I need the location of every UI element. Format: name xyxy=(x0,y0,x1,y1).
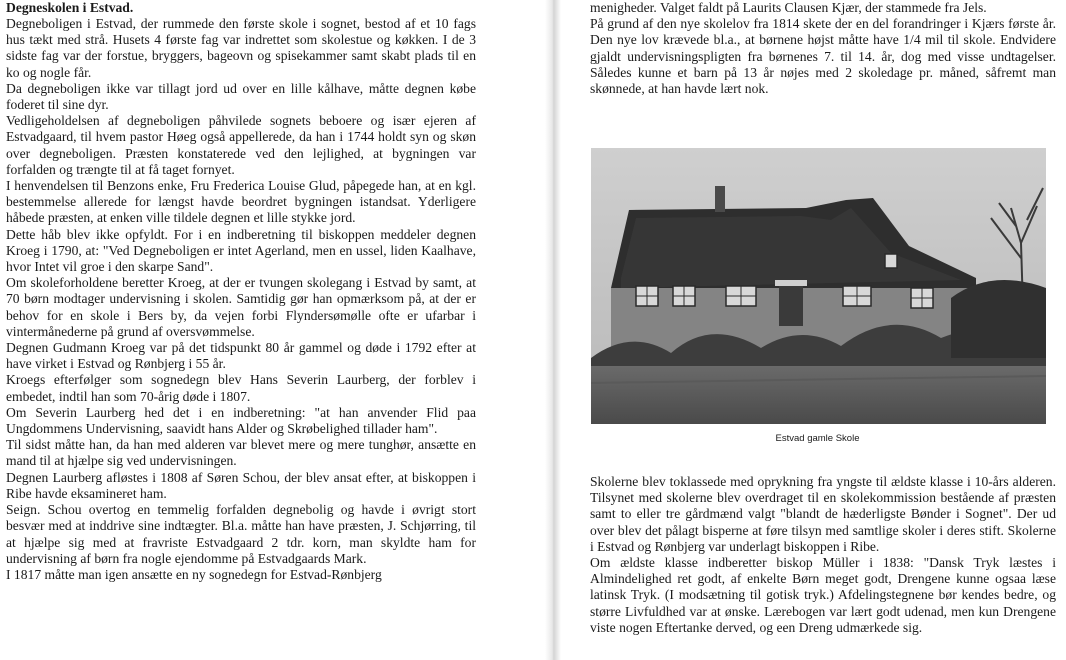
right-page-top-text xyxy=(590,0,1056,97)
paragraph: Degnen Gudmann Kroeg var på det tidspunkt 80 år gammel og døde i 1792 efter at have virket i Estvad og Rønbjerg i 55 år. xyxy=(6,340,476,372)
paragraph: Seign. Schou overtog en temmelig forfalden degnebolig og havde i øvrigt stort besvær med at inddrive sine indtægter. Bl.a. måtte han have præsten, J. Schjørring, til at hjælpe sig med at fravriste Estvadgaard 2 tdr. korn, man skyldte ham for undervisning af børn fra nogle ejendomme på Estvadgaards Mark. xyxy=(6,502,476,566)
paragraph: På grund af den nye skolelov fra 1814 skete der en del forandringer i Kjærs første år. Den nye lov krævede bl.a., at børnene højst måtte have 1/4 mil til skole. Endvidere gjaldt undervisningspligten fra børnenes 7. til 14. år, dog med visse undtagelser. Således kunne et barn på 13 år nøjes med 2 skoledage pr. måned, såfremt man skønnede, at han havde lært nok. xyxy=(590,16,1056,97)
paragraph: Om ældste klasse indberetter biskop Müller i 1838: "Dansk Tryk læstes i Almindelighed ret godt, af enkelte Børn meget godt, Drengene kunne ogsaa læse latinsk Tryk. (I modsætning til gotisk tryk.) Afdelingstegnene bør kendes bedre, og større Livfuldhed var at ønske. Lærebogen var lært godt udenad, men kun Drengene viste nogen Eftertanke derved, og een Dreng udmærkede sig. xyxy=(590,555,1056,635)
paragraph: Skolerne blev toklassede med oprykning fra yngste til ældste klasse i 10-års alderen. Tilsynet med skolerne blev overdraget til en skolekommission bestående af præsten samt to eller tre gårdmænd valgt "blandt de hæderligste Bønder i Sognet". Der ud over blev det pålagt bisperne at føre tilsyn med samtlige skoler i deres stift. Skolerne i Estvad og Rønbjerg var underlagt biskoppen i Ribe. xyxy=(590,474,1056,554)
paragraph: Om Severin Laurberg hed det i en indberetning: "at han anvender Flid paa Ungdommens Undervisning, saavidt hans Alder og Skrøbelighed tillader ham". xyxy=(6,404,476,437)
page-title: Degneskolen i Estvad. xyxy=(6,0,134,15)
left-page xyxy=(6,0,476,583)
paragraph: Kroegs efterfølger som sognedegn blev Hans Severin Laurberg, der forblev i embedet, indtil han som 70-årig døde i 1807. xyxy=(6,372,476,404)
book-gutter xyxy=(545,0,561,660)
school-photo-illustration xyxy=(591,148,1046,424)
paragraph: Degneboligen i Estvad, der rummede den første skole i sognet, bestod af et 10 fags hus tækt med strå. Husets 4 første fag var indrettet som skolestue og køkken. I de 3 sidste fag var der forstue, bryggers, bageovn og spisekammer samt skabt plads til en ko og nogle får. xyxy=(6,16,476,80)
school-photo xyxy=(591,148,1046,424)
paragraph: Om skoleforholdene beretter Kroeg, at der er tvungen skolegang i Estvad by samt, at 70 børn modtager undervisning i skolen. Samtidig gør han opmærksom på, at der er behov for en skole i Bers by, da vejen forbi Flyndersømølle ofte er ufarbar i vintermånederne på grund af oversvømmelse. xyxy=(6,275,476,339)
paragraph: I 1817 måtte man igen ansætte en ny sognedegn for Estvad-Rønbjerg xyxy=(6,566,382,582)
right-page-bottom-text xyxy=(590,474,1056,636)
paragraph: menigheder. Valget faldt på Laurits Clausen Kjær, der stammede fra Jels. xyxy=(590,0,987,15)
paragraph: Vedligeholdelsen af degneboligen påhvilede sognets beboere og især ejeren af Estvadgaard, til hvem pastor Høeg også appellerede, da han i 1744 holdt syn og skøn over degneboligen. Præsten konstaterede ved den lejlighed, at bygningen var forfalden og trængte til at få taget fornyet. xyxy=(6,113,476,177)
paragraph: Dette håb blev ikke opfyldt. For i en indberetning til biskoppen meddeler degnen Kroeg i 1790, at: "Ved Degneboligen er intet Agerland, men en ussel, liden Kaalhave, hvor Intet vil groe i den skarpe Sand". xyxy=(6,226,476,275)
paragraph: I henvendelsen til Benzons enke, Fru Frederica Louise Glud, påpegede han, at en kgl. bestemmelse allerede for længst havde beordret bygningen istandsat. Yderligere håbede præsten, at enken ville tildele degnen et lille stykke jord. xyxy=(6,178,476,226)
photo-caption: Estvad gamle Skole xyxy=(775,433,860,444)
paragraph: Degnen Laurberg afløstes i 1808 af Søren Schou, der blev ansat efter, at biskoppen i Ribe havde eksamineret ham. xyxy=(6,469,476,501)
paragraph: Da degneboligen ikke var tillagt jord ud over en lille kålhave, måtte degnen købe foderet til sine dyr. xyxy=(6,80,476,113)
paragraph: Til sidst måtte han, da han med alderen var blevet mere og mere tunghør, ansætte en mand til at hjælpe sig ved undervisningen. xyxy=(6,437,476,469)
